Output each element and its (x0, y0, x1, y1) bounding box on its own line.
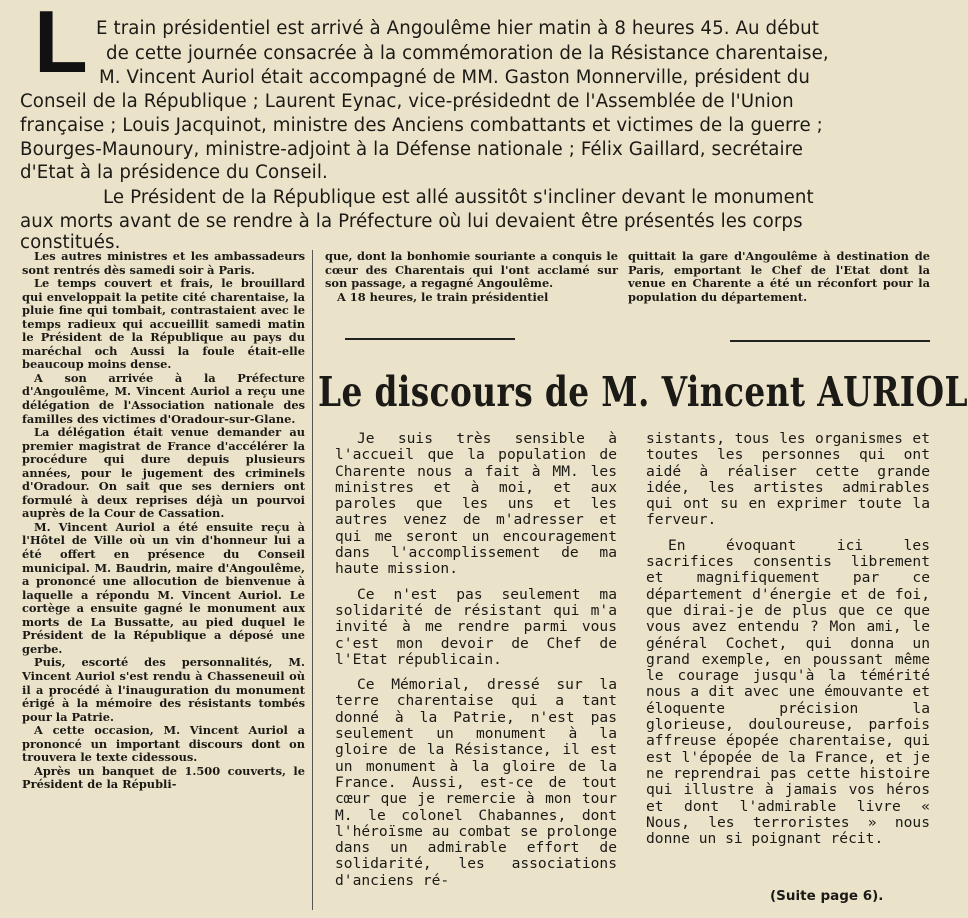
column-divider (312, 250, 313, 910)
column-one (22, 250, 305, 792)
separator-rule (730, 340, 930, 342)
discourse-column-right (646, 431, 930, 856)
lead-line: Le Président de la République est allé aussitôt s'incliner devant le monument (103, 187, 814, 208)
lead-line: E train présidentiel est arrivé à Angoulême hier matin à 8 heures 45. Au début (96, 18, 819, 39)
column-two (325, 250, 618, 304)
paragraph: Puis, escorté des personnalités, M. Vincent Auriol s'est rendu à Chasseneuil où il a procédé à l'inauguration du monument érigé à la mémoire des résistants tombés pour la Patrie. (22, 655, 305, 724)
paragraph: Les autres ministres et les ambassadeurs sont rentrés dès samedi soir à Paris. (22, 249, 305, 277)
lead-line: Bourges-Maunoury, ministre-adjoint à la Défense nationale ; Félix Gaillard, secrétaire (20, 139, 804, 160)
paragraph: sistants, tous les organismes et toutes les personnes qui ont aidé à réaliser cette grande idée, les artistes admirables qui ont su en exprimer toute la ferveur. (646, 430, 930, 529)
paragraph: La délégation était venue demander au premier magistrat de France d'accélérer la procédure qui dure depuis plusieurs années, pour le jugement des criminels d'Oradour. On sait que ses derniers ont formulé à deux reprises déjà un pourvoi auprès de la Cour de Cassation. (22, 425, 305, 521)
paragraph: Le temps couvert et frais, le brouillard qui enveloppait la petite cité charentaise, la pluie fine qui tombait, contrastaient avec le temps radieux qui accueillit samedi matin le Président de la République au pays du maréchal och Aussi la foule était-elle beaucoup moins dense. (22, 276, 305, 372)
paragraph: M. Vincent Auriol a été ensuite reçu à l'Hôtel de Ville où un vin d'honneur lui a été offert en présence du Conseil municipal. M. Baudrin, maire d'Angoulême, a prononcé une allocution de bienvenue à laquelle a répondu M. Vincent Auriol. Le cortège a ensuite gagné le monument aux morts de La Bussatte, au pied duquel le Président de la République a déposé une gerbe. (22, 519, 305, 656)
paragraph: Ce n'est pas seulement ma solidarité de résistant qui m'a invité à me rendre parmi vous c'est mon devoir de Chef de l'Etat républicain. (335, 585, 617, 668)
paragraph: A son arrivée à la Préfecture d'Angoulême, M. Vincent Auriol a reçu une délégation de l'Association nationale des familles des victimes d'Oradour-sur-Glane. (22, 370, 305, 426)
headline: Le discours de M. Vincent AURIOL (318, 368, 968, 416)
lead-line: constitués. (20, 232, 121, 253)
paragraph: Après un banquet de 1.500 couverts, le Président de la Républi- (22, 763, 305, 792)
continuation-note: (Suite page 6). (770, 888, 884, 904)
paragraph: Ce Mémorial, dressé sur la terre charentaise qui a tant donné à la Patrie, n'est pas seulement un monument à la gloire de la Résistance, il est un monument à la gloire de la France. Aussi, est-ce de tout cœur que je remercie à mon tour M. le colonel Chabannes, dont l'héroïsme au combat se prolonge dans un admirable effort de solidarité, les associations d'anciens ré- (335, 676, 617, 889)
lead-line: d'Etat à la présidence du Conseil. (20, 162, 328, 183)
lead-line: de cette journée consacrée à la commémoration de la Résistance charentaise, (106, 43, 829, 64)
column-three (628, 250, 930, 304)
paragraph: que, dont la bonhomie souriante a conquis le cœur des Charentais qui l'ont acclamé sur son passage, a regagné Angoulême. (325, 249, 618, 291)
lead-line: aux morts avant de se rendre à la Préfecture où lui devaient être présentés les corps (20, 211, 803, 232)
paragraph: A 18 heures, le train présidentiel (337, 289, 549, 304)
separator-rule (345, 338, 515, 340)
paragraph: quittait la gare d'Angoulême à destination de Paris, emportant le Chef de l'Etat dont la venue en Charente a été un réconfort pour la population du département. (628, 249, 930, 304)
paragraph: A cette occasion, M. Vincent Auriol a prononcé un important discours dont on trouvera le texte cidessous. (22, 723, 305, 765)
drop-cap: L (34, 0, 88, 91)
paragraph: Je suis très sensible à l'accueil que la population de Charente nous a fait à MM. les ministres et à moi, et aux paroles que les uns et les autres venez de m'adresser et qui me seront un encouragement dans l'accomplissement de ma haute mission. (335, 430, 617, 578)
discourse-column-left (335, 431, 617, 898)
lead-line: Conseil de la République ; Laurent Eynac, vice-présidednt de l'Assemblée de l'Union (20, 91, 794, 112)
lead-line: française ; Louis Jacquinot, ministre des Anciens combattants et victimes de la guerre ; (20, 115, 823, 136)
paragraph: En évoquant ici les sacrifices consentis librement et magnifiquement par ce département d'énergie et de foi, que dirai-je de plus que ce que vous avez entendu ? Mon ami, le général Cochet, qui donna un grand exemple, en poussant même le courage jusqu'à la témérité nous a dit avec une émouvante et éloquente précision la glorieuse, douloureuse, parfois affreuse épopée charentaise, qui est l'épopée de la France, et je ne reprendrai pas cette histoire qui illustre à jamais vos héros et dont l'admirable livre « Nous, les terroristes » nous donne un si poignant récit. (646, 536, 930, 848)
lead-line: M. Vincent Auriol était accompagné de MM. Gaston Monnerville, président du (99, 67, 811, 88)
